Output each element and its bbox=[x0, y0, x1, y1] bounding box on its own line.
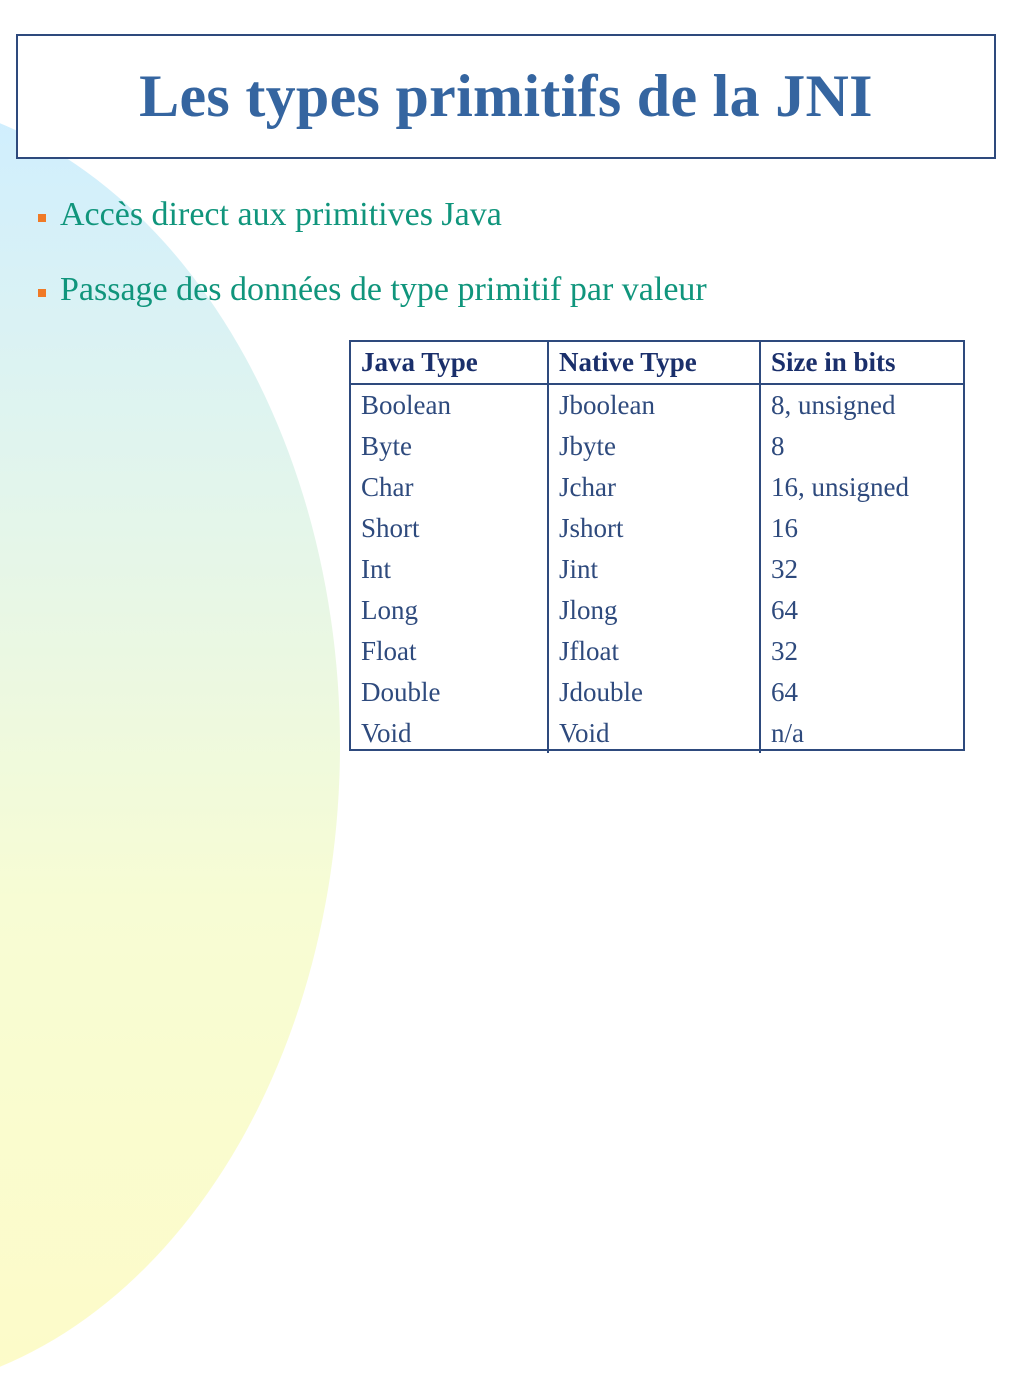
table-row bbox=[351, 630, 963, 671]
size-cell: 16, unsigned bbox=[760, 467, 963, 508]
java-type-cell: Void bbox=[361, 717, 412, 748]
java-type-cell: Short bbox=[361, 513, 420, 544]
types-table bbox=[349, 340, 965, 751]
size-cell: 32 bbox=[760, 630, 963, 671]
square-bullet-icon bbox=[38, 289, 46, 297]
header-size-in-bits: Size in bits bbox=[760, 342, 963, 384]
table-row bbox=[351, 426, 963, 467]
java-type-cell: Boolean bbox=[361, 390, 451, 421]
size-cell: 16 bbox=[760, 508, 963, 549]
native-type-cell: Jboolean bbox=[548, 384, 760, 426]
header-java-type: Java Type bbox=[351, 342, 548, 384]
bullet-text: Passage des données de type primitif par valeur bbox=[60, 271, 707, 308]
java-type-cell: Float bbox=[361, 635, 417, 666]
native-type-cell: Jdouble bbox=[548, 671, 760, 712]
bullet-item bbox=[38, 196, 502, 234]
native-type-cell: Jbyte bbox=[548, 426, 760, 467]
bullet-text: Accès direct aux primitives Java bbox=[60, 196, 502, 233]
java-type-cell: Byte bbox=[361, 431, 412, 462]
title-box bbox=[16, 34, 996, 159]
native-type-cell: Jshort bbox=[548, 508, 760, 549]
size-cell: 32 bbox=[760, 549, 963, 590]
header-native-type: Native Type bbox=[548, 342, 760, 384]
java-type-cell: Char bbox=[361, 472, 414, 503]
square-bullet-icon bbox=[38, 214, 46, 222]
table-row bbox=[351, 549, 963, 590]
table-header-row bbox=[351, 342, 963, 384]
native-type-cell: Jint bbox=[548, 549, 760, 590]
table-row bbox=[351, 712, 963, 753]
native-type-cell: Jfloat bbox=[548, 630, 760, 671]
slide-title: Les types primitifs de la JNI bbox=[139, 63, 873, 129]
size-cell: n/a bbox=[760, 712, 963, 753]
size-cell: 64 bbox=[760, 671, 963, 712]
native-type-cell: Jchar bbox=[548, 467, 760, 508]
size-cell: 8, unsigned bbox=[760, 384, 963, 426]
java-type-cell: Double bbox=[361, 676, 441, 707]
table-row bbox=[351, 589, 963, 630]
table-row bbox=[351, 467, 963, 508]
bullet-item bbox=[38, 271, 707, 309]
table-row bbox=[351, 384, 963, 426]
java-type-cell: Int bbox=[361, 554, 391, 584]
size-cell: 8 bbox=[760, 426, 963, 467]
table-row bbox=[351, 508, 963, 549]
table-row bbox=[351, 671, 963, 712]
native-type-cell: Void bbox=[548, 712, 760, 753]
java-type-cell: Long bbox=[361, 594, 418, 625]
native-type-cell: Jlong bbox=[548, 589, 760, 630]
size-cell: 64 bbox=[760, 589, 963, 630]
